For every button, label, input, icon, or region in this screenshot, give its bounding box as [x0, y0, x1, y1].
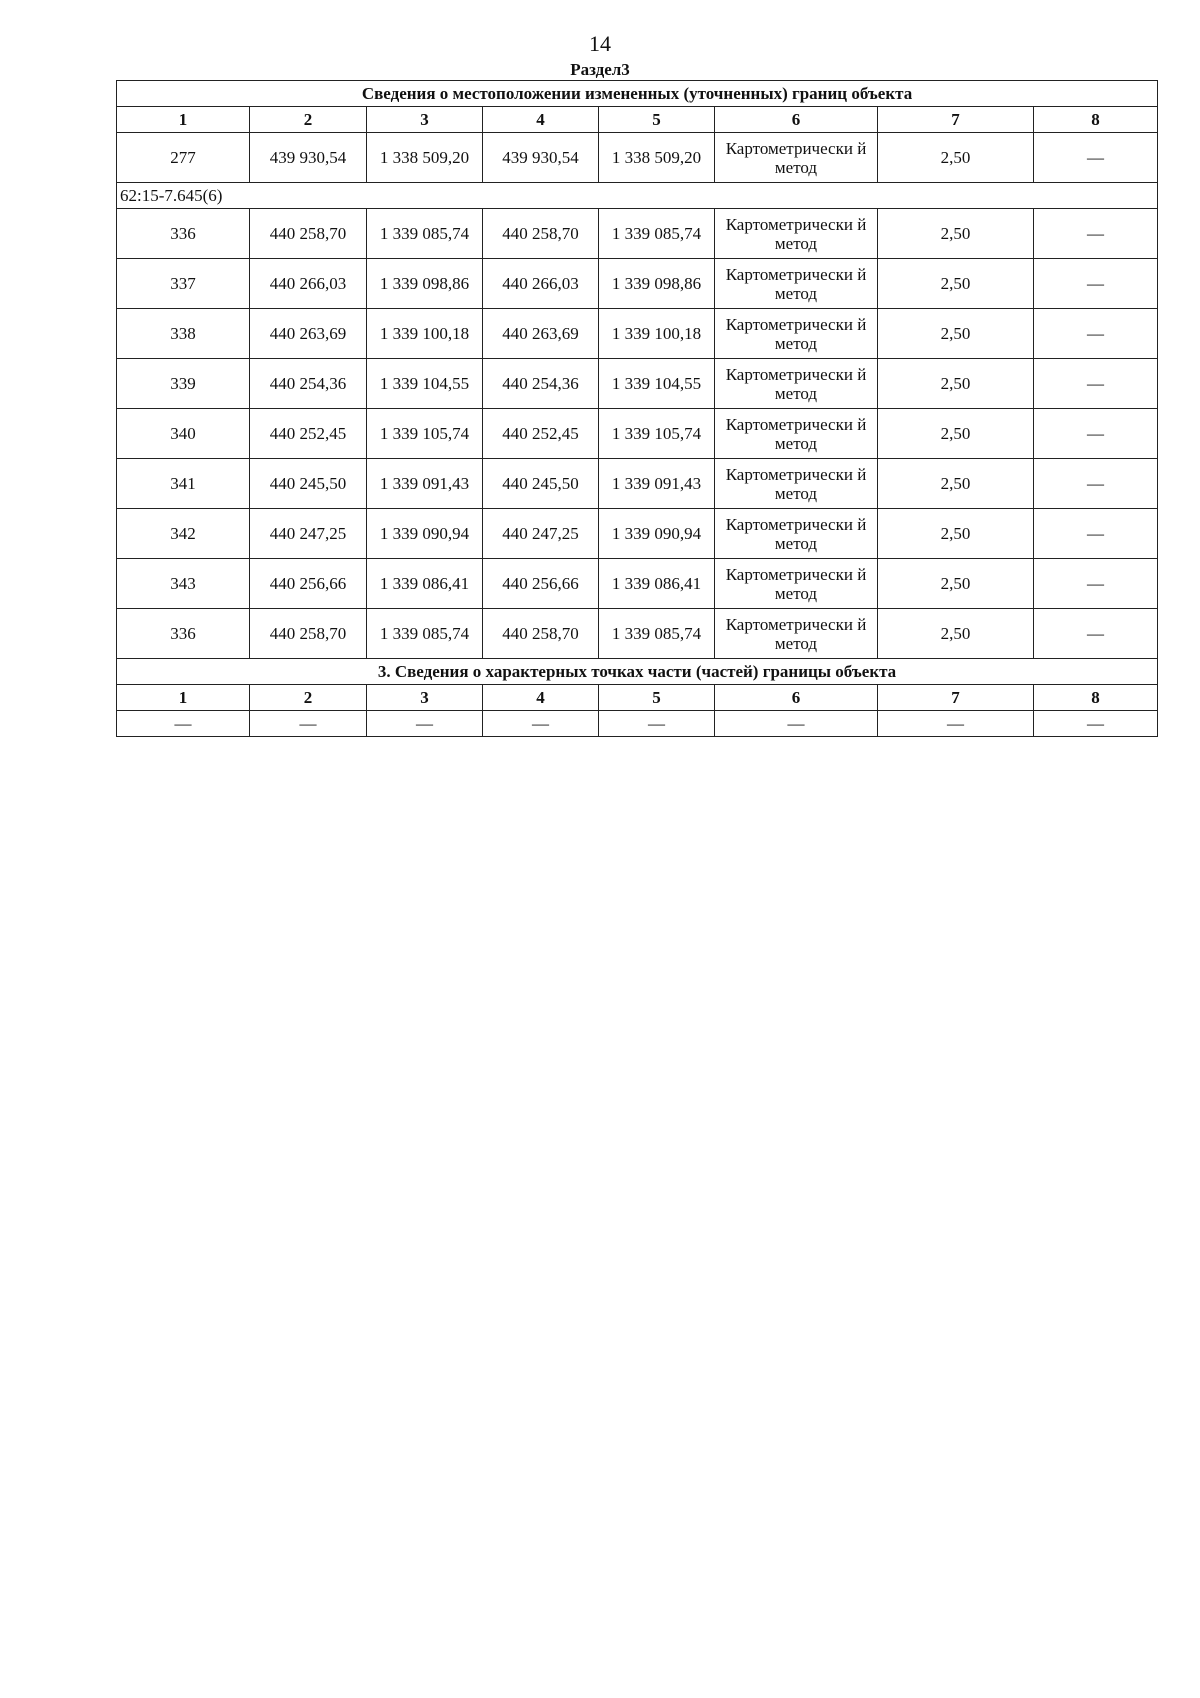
table-cell: 440 256,66 [483, 559, 599, 609]
table-cell: 440 258,70 [250, 209, 367, 259]
table-cell: 2,50 [878, 509, 1034, 559]
subsection-header-row [117, 685, 1158, 711]
column-header: 8 [1034, 685, 1158, 711]
column-header: 2 [250, 685, 367, 711]
table-cell: 338 [117, 309, 250, 359]
table-cell: 341 [117, 459, 250, 509]
table-cell: 439 930,54 [250, 133, 367, 183]
table-cell: 339 [117, 359, 250, 409]
column-header: 6 [715, 685, 878, 711]
table-cell: 440 252,45 [483, 409, 599, 459]
column-header: 4 [483, 107, 599, 133]
table-cell: Картометрически й метод [715, 509, 878, 559]
column-header: 3 [367, 107, 483, 133]
table-cell: — [1034, 609, 1158, 659]
table-cell: 440 252,45 [250, 409, 367, 459]
table-cell: — [1034, 409, 1158, 459]
table-cell: 440 266,03 [483, 259, 599, 309]
table-cell: 440 247,25 [250, 509, 367, 559]
table-cell: 1 339 098,86 [367, 259, 483, 309]
table-cell: 1 339 104,55 [367, 359, 483, 409]
table-cell: — [117, 711, 250, 737]
table-cell: 440 247,25 [483, 509, 599, 559]
table-row [117, 559, 1158, 609]
table-cell: 1 339 090,94 [599, 509, 715, 559]
table-cell: 2,50 [878, 259, 1034, 309]
table-body [117, 81, 1158, 737]
table-cell: 440 258,70 [250, 609, 367, 659]
column-header: 7 [878, 107, 1034, 133]
table-cell: Картометрически й метод [715, 559, 878, 609]
table-cell: — [1034, 711, 1158, 737]
table-cell: 2,50 [878, 459, 1034, 509]
table-cell: 440 258,70 [483, 209, 599, 259]
table-cell: 2,50 [878, 309, 1034, 359]
table-cell: 1 339 085,74 [367, 209, 483, 259]
boundary-table [116, 80, 1158, 737]
table-cell: 440 266,03 [250, 259, 367, 309]
column-header: 8 [1034, 107, 1158, 133]
table-cell: — [878, 711, 1034, 737]
table-cell: 277 [117, 133, 250, 183]
table-title [117, 81, 1158, 107]
table-row [117, 209, 1158, 259]
table-cell: 2,50 [878, 609, 1034, 659]
table-cell: 1 339 104,55 [599, 359, 715, 409]
table-cell: 336 [117, 209, 250, 259]
column-header: 7 [878, 685, 1034, 711]
table-cell: 440 254,36 [250, 359, 367, 409]
table-row [117, 133, 1158, 183]
column-header: 2 [250, 107, 367, 133]
group-label-row [117, 183, 1158, 209]
table-cell: 336 [117, 609, 250, 659]
table-cell: — [1034, 259, 1158, 309]
table-title-cell: Сведения о местоположении измененных (уточненных) границ объекта [117, 81, 1158, 107]
table-cell: — [599, 711, 715, 737]
table-cell: 440 263,69 [250, 309, 367, 359]
page-number: 14 [589, 31, 611, 56]
table-row [117, 459, 1158, 509]
table-cell: — [1034, 309, 1158, 359]
table-cell: 342 [117, 509, 250, 559]
table-cell: — [1034, 359, 1158, 409]
subsection-title-cell: 3. Сведения о характерных точках части (частей) границы объекта [117, 659, 1158, 685]
table-cell: — [1034, 559, 1158, 609]
table-row [117, 609, 1158, 659]
group-label: 62:15-7.645(6) [117, 183, 1158, 209]
table-cell: 1 339 091,43 [367, 459, 483, 509]
table-cell: 440 245,50 [250, 459, 367, 509]
table-cell: 440 258,70 [483, 609, 599, 659]
table-row [117, 259, 1158, 309]
table-cell: 1 338 509,20 [599, 133, 715, 183]
section-title: Раздел3 [570, 60, 630, 79]
column-header: 3 [367, 685, 483, 711]
table-cell: — [367, 711, 483, 737]
table-cell: — [250, 711, 367, 737]
table-cell: 2,50 [878, 209, 1034, 259]
table-cell: 2,50 [878, 359, 1034, 409]
table-cell: 440 263,69 [483, 309, 599, 359]
table-row [117, 409, 1158, 459]
column-header: 4 [483, 685, 599, 711]
table-cell: 1 339 105,74 [599, 409, 715, 459]
table-cell: 1 339 086,41 [367, 559, 483, 609]
column-header-row [117, 107, 1158, 133]
table-cell: 340 [117, 409, 250, 459]
table-cell: 1 339 085,74 [367, 609, 483, 659]
table-cell: — [1034, 509, 1158, 559]
table-cell: Картометрически й метод [715, 409, 878, 459]
table-cell: Картометрически й метод [715, 133, 878, 183]
subsection-title [117, 659, 1158, 685]
table-cell: 343 [117, 559, 250, 609]
table-cell: 1 339 086,41 [599, 559, 715, 609]
table-cell: 2,50 [878, 133, 1034, 183]
table-cell: Картометрически й метод [715, 259, 878, 309]
column-header: 1 [117, 685, 250, 711]
table-row [117, 309, 1158, 359]
table-cell: — [483, 711, 599, 737]
table-cell: 1 339 091,43 [599, 459, 715, 509]
table-cell: 440 254,36 [483, 359, 599, 409]
table-cell: Картометрически й метод [715, 309, 878, 359]
table-cell: 1 338 509,20 [367, 133, 483, 183]
table-cell: — [715, 711, 878, 737]
table-cell: Картометрически й метод [715, 609, 878, 659]
table-cell: 440 245,50 [483, 459, 599, 509]
table-cell: Картометрически й метод [715, 209, 878, 259]
table-cell: 440 256,66 [250, 559, 367, 609]
table-row [117, 359, 1158, 409]
column-header: 6 [715, 107, 878, 133]
table-cell: 439 930,54 [483, 133, 599, 183]
table-cell: 1 339 100,18 [367, 309, 483, 359]
column-header: 5 [599, 685, 715, 711]
column-header: 1 [117, 107, 250, 133]
table-cell: 1 339 100,18 [599, 309, 715, 359]
column-header: 5 [599, 107, 715, 133]
table-cell: 337 [117, 259, 250, 309]
table-cell: Картометрически й метод [715, 359, 878, 409]
table-cell: 1 339 085,74 [599, 209, 715, 259]
table-cell: 2,50 [878, 409, 1034, 459]
table-cell: 1 339 105,74 [367, 409, 483, 459]
table-cell: 1 339 085,74 [599, 609, 715, 659]
table-row [117, 711, 1158, 737]
table-cell: 1 339 090,94 [367, 509, 483, 559]
table-cell: 2,50 [878, 559, 1034, 609]
table-cell: — [1034, 133, 1158, 183]
table-cell: 1 339 098,86 [599, 259, 715, 309]
table-cell: — [1034, 459, 1158, 509]
table-row [117, 509, 1158, 559]
table-cell: Картометрически й метод [715, 459, 878, 509]
table-cell: — [1034, 209, 1158, 259]
